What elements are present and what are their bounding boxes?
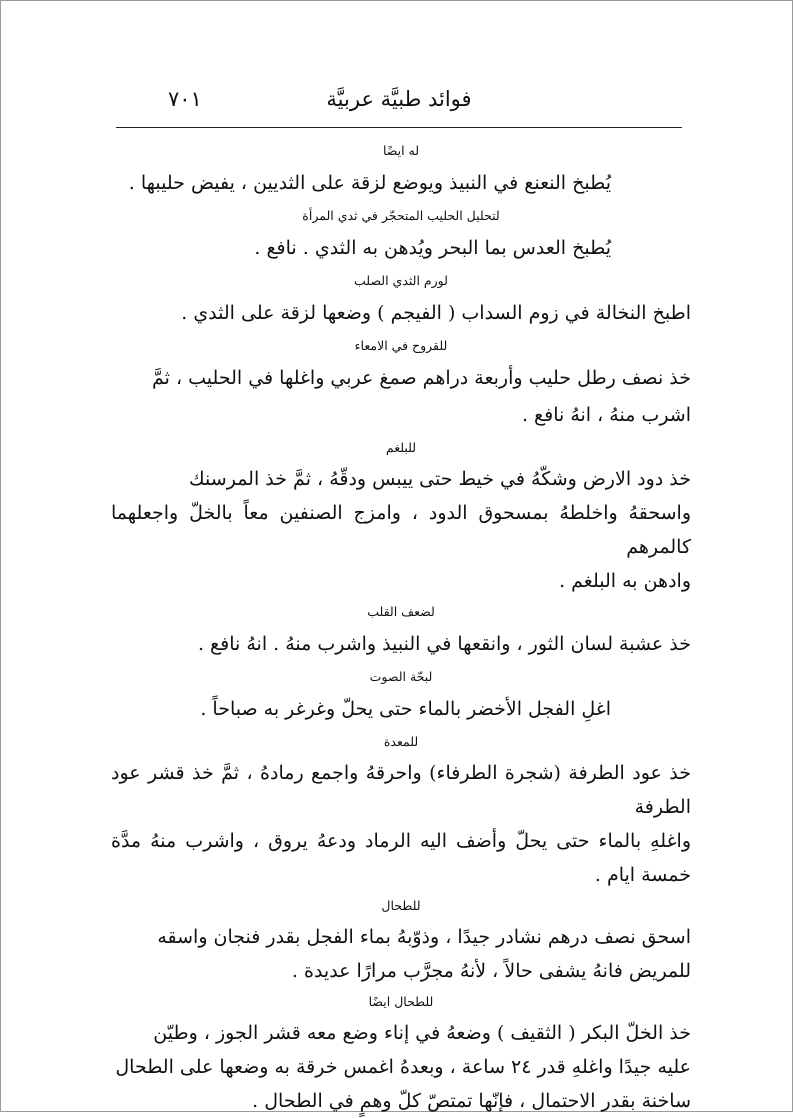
- header-rule: [116, 127, 682, 128]
- remedy-section: [111, 202, 691, 267]
- remedy-text-line: يُطبخ النعنع في النبيذ ويوضع لزقة على الثديين ، يفيض حليبها .: [128, 172, 611, 194]
- remedy-text-line: عليه جيدًا واغلهِ قدر ٢٤ ساعة ، وبعدهُ اغمس خرقة به وضعها على الطحال: [115, 1056, 691, 1078]
- remedy-text-line: خذ عود الطرفة (شجرة الطرفاء) واحرقهُ واجمع رمادهُ ، ثمَّ خذ قشر عود الطرفة: [111, 762, 691, 818]
- page-number: ٧٠١: [168, 87, 202, 111]
- remedy-heading: للطحال: [381, 898, 421, 913]
- remedy-section: [111, 434, 691, 598]
- remedy-heading: له ايضًا: [382, 143, 420, 158]
- remedy-text-line: للمريض فانهُ يشفى حالاً ، لأنهُ مجرَّب مرارًا عديدة .: [291, 960, 691, 982]
- page-title: فوائد طبيَّة عربيَّة: [326, 87, 472, 111]
- remedy-heading: لضعف القلب: [367, 604, 435, 619]
- remedy-section: [111, 598, 691, 663]
- remedy-heading: للطحال ايضًا: [368, 994, 434, 1009]
- remedy-text-line: خذ عشبة لسان الثور ، وانقعها في النبيذ واشرب منهُ . انهُ نافع .: [197, 633, 691, 655]
- remedy-section: [111, 988, 691, 1118]
- remedy-heading: لتحليل الحليب المتحجّر في ثدي المرأة: [302, 208, 500, 223]
- remedy-text-line: خذ دود الارض وشكّهُ في خيط حتى ييبس ودقّهُ ، ثمَّ خذ المرسنك: [189, 468, 691, 490]
- remedy-text-line: يُطبخ العدس بما البحر ويُدهن به الثدي . نافع .: [254, 237, 611, 259]
- remedy-text-line: ساخنة بقدر الاحتمال ، فإنّها تمتصّ كلّ وهمٍ في الطحال .: [252, 1090, 691, 1112]
- remedy-heading: للمعدة: [383, 734, 419, 749]
- remedy-section: [111, 332, 691, 434]
- running-header: [116, 83, 682, 119]
- remedy-section: [111, 892, 691, 988]
- remedy-text-line: وادهن به البلغم .: [559, 570, 691, 592]
- remedy-heading: للقروح في الامعاء: [354, 338, 448, 353]
- remedy-text-line: خذ الخلّ البكر ( الثقيف ) وضعهُ في إناء وضع معه قشر الجوز ، وطيّن: [153, 1022, 691, 1044]
- remedy-section: [111, 728, 691, 892]
- remedy-section: [111, 267, 691, 332]
- remedy-heading: لبحّة الصوت: [369, 669, 433, 684]
- remedy-text-line: خذ نصف رطل حليب وأربعة دراهم صمغ عربي واغلها في الحليب ، ثمَّ: [152, 367, 691, 389]
- remedy-heading: للبلغم: [385, 440, 417, 455]
- remedy-text-line: واغلهِ بالماء حتى يحلّ وأضف اليه الرماد ودعهُ يروق ، واشرب منهُ مدَّة خمسة ايام .: [111, 830, 691, 886]
- remedy-heading: لورم الثدي الصلب: [354, 273, 448, 288]
- remedy-text-line: اشرب منهُ ، انهُ نافع .: [521, 404, 691, 426]
- remedy-text-line: واسحقهُ واخلطهُ بمسحوق الدود ، وامزج الصنفين معاً بالخلّ واجعلهما كالمرهم: [111, 502, 691, 558]
- remedy-text-line: اطبخ النخالة في زوم السداب ( الفيجم ) وضعها لزقة على الثدي .: [181, 302, 691, 324]
- remedies-text: [111, 137, 691, 1118]
- remedy-section: [111, 137, 691, 202]
- remedy-section: [111, 663, 691, 728]
- remedy-text-line: اغلِ الفجل الأخضر بالماء حتى يحلّ وغرغر به صباحاً .: [200, 698, 611, 720]
- remedy-text-line: اسحق نصف درهم نشادر جيدًا ، وذوّبهُ بماء الفجل بقدر فنجان واسقه: [157, 926, 691, 948]
